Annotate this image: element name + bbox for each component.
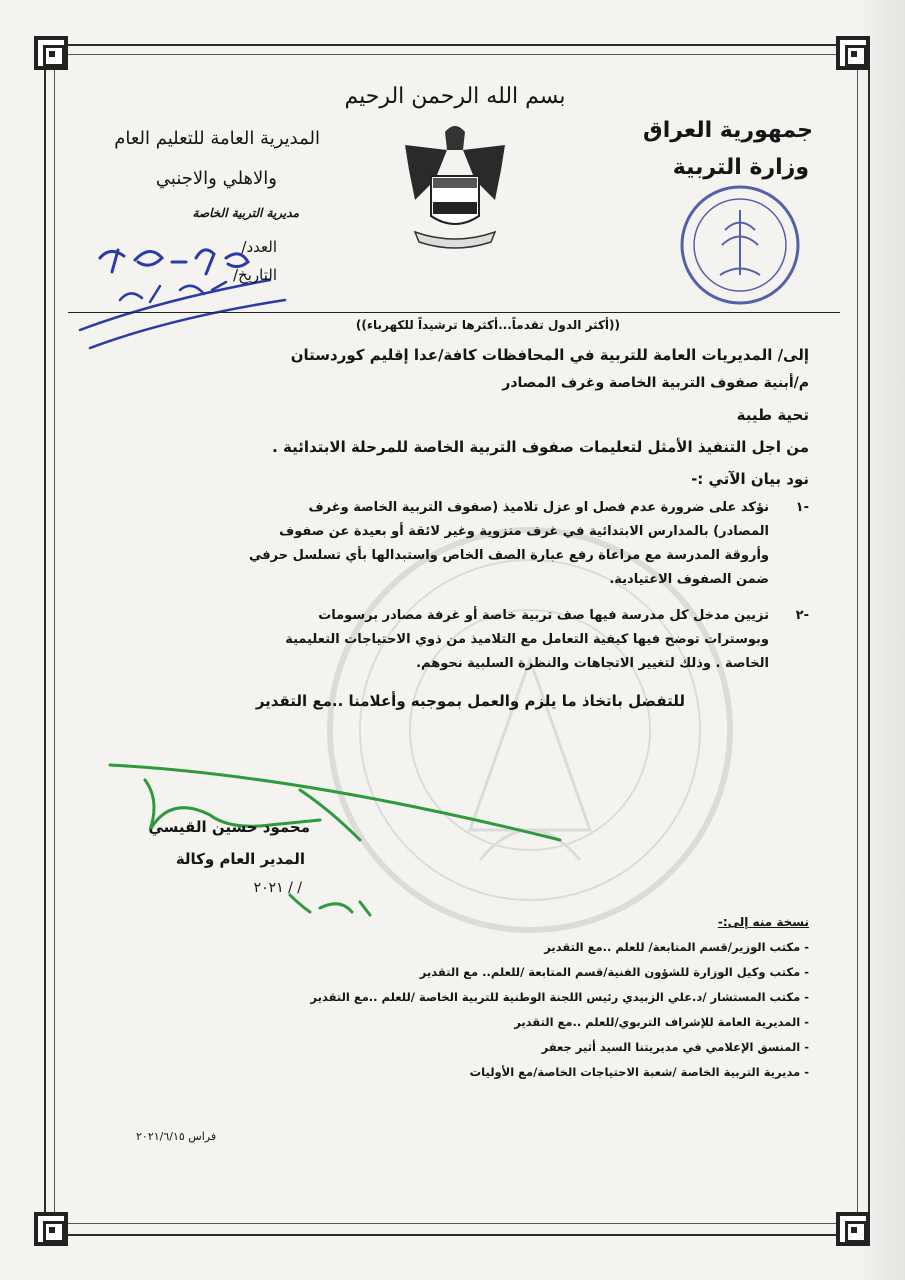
recipient-line: إلى/ المديريات العامة للتربية في المحافظات كافة/عدا إقليم كوردستان bbox=[290, 346, 809, 364]
signatory-name: محمود حسين القيسي bbox=[148, 818, 310, 836]
signatory-title: المدير العام وكالة bbox=[175, 850, 305, 868]
statement-line: نود بيان الآتي :- bbox=[691, 470, 809, 488]
list-item-line: الخاصة . وذلك لتغيير الاتجاهات والنظرة السلبية نحوهم. bbox=[416, 656, 769, 671]
department-name: مديرية التربية الخاصة bbox=[192, 206, 299, 220]
copy-recipient: - المنسق الإعلامي في مديريتنا السيد أثير جعفر bbox=[541, 1040, 809, 1054]
closing-line: للتفضل باتخاذ ما يلزم والعمل بموجبه وأعلامنا ..مع التقدير bbox=[255, 692, 685, 710]
directorate-line-2: والاهلي والاجنبي bbox=[155, 168, 277, 189]
copy-recipient: - المديرية العامة للإشراف التربوي/للعلم ..مع التقدير bbox=[514, 1015, 809, 1029]
list-item bbox=[139, 604, 809, 676]
list-item-line: تزيين مدخل كل مدرسة فيها صف تربية خاصة أو غرفة مصادر برسومات bbox=[318, 608, 769, 623]
list-item-line: نؤكد على ضرورة عدم فصل او عزل تلاميذ (صفوف التربية الخاصة وغرف bbox=[308, 500, 769, 515]
copy-recipient: - مكتب الوزير/قسم المتابعة/ للعلم ..مع التقدير bbox=[544, 940, 809, 954]
greeting: تحية طيبة bbox=[736, 406, 809, 424]
subject-line: م/أبنية صفوف التربية الخاصة وغرف المصادر bbox=[502, 375, 809, 391]
directorate-line-1: المديرية العامة للتعليم العام bbox=[114, 128, 320, 149]
country-name: جمهورية العراق bbox=[643, 118, 813, 143]
copy-recipient: - مكتب المستشار /د.علي الزبيدي رئيس اللجنة الوطنية للتربية الخاصة /للعلم ..مع التقدير bbox=[310, 990, 809, 1004]
ministry-name: وزارة التربية bbox=[672, 155, 809, 180]
header-divider bbox=[68, 312, 840, 313]
handwritten-number bbox=[100, 250, 248, 274]
signature-date: / / ٢٠٢١ bbox=[253, 880, 302, 896]
list-item bbox=[139, 496, 809, 592]
list-item-number: -٢ bbox=[795, 608, 809, 623]
list-item-line: ضمن الصفوف الاعتيادية. bbox=[609, 572, 769, 587]
list-item-line: وأروقة المدرسة مع مراعاة رفع عبارة الصف الخاص واستبدالها بأي تسلسل حرفي bbox=[248, 548, 769, 563]
list-item-number: -١ bbox=[795, 500, 809, 515]
number-label: العدد/ bbox=[241, 238, 277, 256]
ministry-seal bbox=[682, 187, 798, 303]
copies-heading: نسخة منه إلى:- bbox=[717, 915, 809, 929]
footer-reference: فراس ٢٠٢١/٦/١٥ bbox=[136, 1130, 217, 1143]
list-item-line: المصادر) بالمدارس الابتدائية في غرف منزوية وغير لائقة أو بعيدة عن صفوف bbox=[279, 524, 769, 539]
signature-mark bbox=[110, 765, 560, 915]
list-item-line: وبوسترات توضح فيها كيفية التعامل مع التلاميذ من ذوي الاحتياجات التعليمية bbox=[285, 632, 769, 647]
date-label: التاريخ/ bbox=[233, 266, 277, 284]
handwritten-date bbox=[80, 280, 285, 348]
intro-paragraph: من اجل التنفيذ الأمثل لتعليمات صفوف التربية الخاصة للمرحلة الابتدائية . bbox=[272, 438, 809, 456]
motto: ((أكثر الدول تقدماً...أكثرها ترشيداً للكهرباء)) bbox=[355, 318, 620, 332]
basmala: بسم الله الرحمن الرحيم bbox=[344, 84, 566, 109]
iraq-eagle-emblem bbox=[405, 126, 505, 248]
copy-recipient: - مديرية التربية الخاصة /شعبة الاحتياجات الخاصة/مع الأوليات bbox=[469, 1065, 809, 1079]
copy-recipient: - مكتب وكيل الوزارة للشؤون الفنية/قسم المتابعة /للعلم.. مع التقدير bbox=[419, 965, 809, 979]
